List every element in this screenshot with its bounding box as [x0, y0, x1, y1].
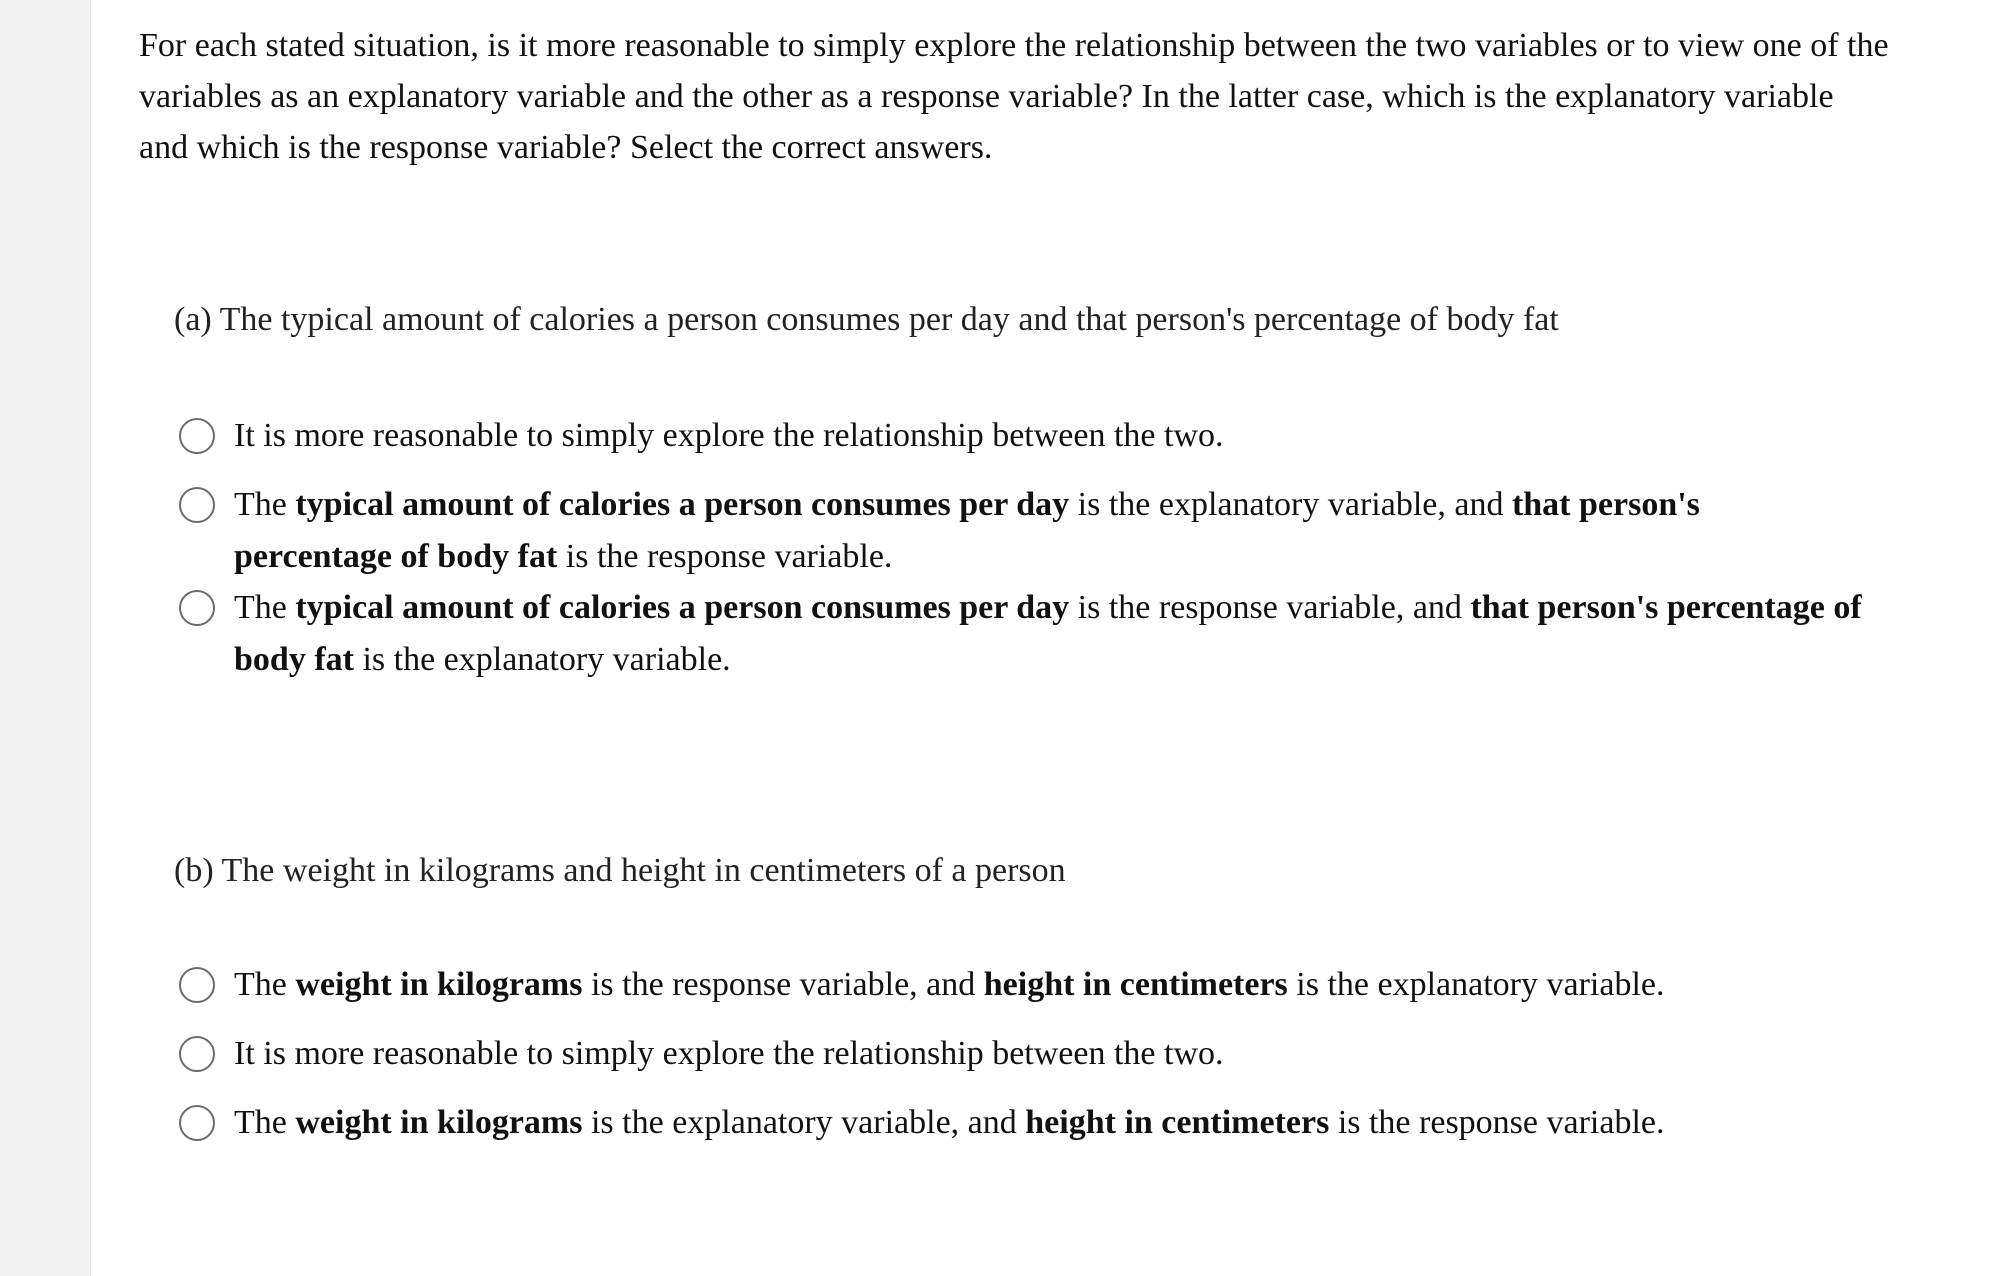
instructions [139, 20, 1984, 173]
option-label[interactable]: It is more reasonable to simply explore the relationship between the two. [234, 417, 1224, 454]
radio-button[interactable] [179, 418, 215, 454]
option-label[interactable]: The weight in kilograms is the explanatory variable, and height in centimeters is the response variable. [234, 1104, 1665, 1141]
radio-button[interactable] [179, 590, 215, 626]
option-label[interactable]: The typical amount of calories a person consumes per day is the explanatory variable, and that person's percentage of body fat is the response variable. [234, 486, 1700, 575]
instructions-line-2: variables as an explanatory variable and the other as a response variable? In the latter case, which is the explanatory variable [139, 78, 1834, 115]
question-a-prompt: (a) The typical amount of calories a person consumes per day and that person's percentage of body fat [174, 301, 1559, 338]
instructions-line-3: and which is the response variable? Select the correct answers. [139, 129, 993, 166]
radio-button[interactable] [179, 967, 215, 1003]
option-label[interactable]: It is more reasonable to simply explore the relationship between the two. [234, 1035, 1224, 1072]
instructions-line-1: For each stated situation, is it more reasonable to simply explore the relationship between the two variables or to view one of the [139, 27, 1889, 64]
radio-button[interactable] [179, 1036, 215, 1072]
left-gutter [0, 0, 91, 1276]
radio-button[interactable] [179, 487, 215, 523]
option-label[interactable]: The weight in kilograms is the response variable, and height in centimeters is the explanatory variable. [234, 966, 1665, 1003]
option-label[interactable]: The typical amount of calories a person consumes per day is the response variable, and that person's percentage of body fat is the explanatory variable. [234, 589, 1862, 678]
radio-button[interactable] [179, 1105, 215, 1141]
question-b-prompt: (b) The weight in kilograms and height in centimeters of a person [174, 852, 1066, 889]
